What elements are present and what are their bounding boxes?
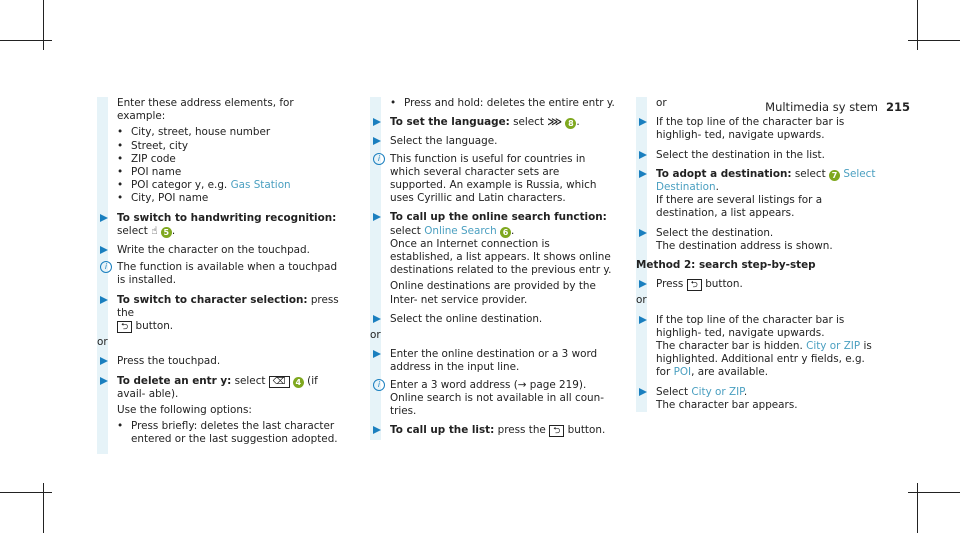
column-1 xyxy=(97,97,342,447)
step-arrow-icon xyxy=(639,118,647,126)
note: i Enter a 3 word address (→ page 219). Online search is not available in all coun- tries. xyxy=(370,379,615,419)
crop-mark xyxy=(917,0,918,50)
language-icon: ⋙ xyxy=(547,116,563,129)
step-arrow-icon xyxy=(373,350,381,358)
step-arrow-icon xyxy=(100,246,108,254)
crop-mark xyxy=(908,40,960,41)
step-press-back: Press ⮌ button. xyxy=(636,278,881,291)
step-arrow-icon xyxy=(373,137,381,145)
step-arrow-icon xyxy=(100,214,108,222)
step-navigate-upwards-2: If the top line of the character bar is highligh- ted, navigate upwards. The character bar is hidden. City or ZIP is highlighted. Additional entr y fields, e.g. for POI, are available. xyxy=(636,314,881,380)
callout-number: 8 xyxy=(565,118,576,129)
list-item: • City, street, house number xyxy=(97,126,342,139)
step-arrow-icon xyxy=(373,315,381,323)
or-text: or xyxy=(97,336,108,349)
step-arrow-icon xyxy=(639,229,647,237)
step-arrow-icon xyxy=(373,118,381,126)
step-delete-entry: To delete an entr y: select ⌫ 4 (if avail- able). xyxy=(97,375,342,401)
step-arrow-icon xyxy=(639,170,647,178)
column-2 xyxy=(370,97,615,440)
step-arrow-icon xyxy=(639,316,647,324)
back-button-icon: ⮌ xyxy=(549,425,564,437)
delete-icon: ⌫ xyxy=(269,376,290,388)
step-arrow-icon xyxy=(373,213,381,221)
poi-link[interactable]: POI xyxy=(673,366,692,379)
step-write: Write the character on the touchpad. xyxy=(97,244,342,257)
page-number: 215 xyxy=(885,100,910,114)
or-text: or xyxy=(636,294,647,307)
list-item: • Press briefly: deletes the last character entered or the last suggestion adopted. xyxy=(97,420,342,446)
info-icon: i xyxy=(373,153,385,165)
callout-number: 6 xyxy=(500,227,511,238)
step-arrow-icon xyxy=(100,296,108,304)
step-navigate-upwards: If the top line of the character bar is highligh- ted, navigate upwards. xyxy=(636,116,881,142)
back-button-icon: ⮌ xyxy=(117,321,132,333)
list-item: • Street, city xyxy=(97,140,342,153)
note: i The function is available when a touchpad is installed. xyxy=(97,261,342,287)
step-arrow-icon xyxy=(639,151,647,159)
list-item: • City, POI name xyxy=(97,192,342,205)
step-character-selection: To switch to character selection: press the ⮌ button. xyxy=(97,294,342,334)
column-3 xyxy=(636,97,881,415)
step-handwriting: To switch to handwriting recognition: select ☝ 5 . xyxy=(97,212,342,238)
step-call-up-list: To call up the list: press the ⮌ button. xyxy=(370,424,615,437)
step-arrow-icon xyxy=(100,377,108,385)
list-item: • POI name xyxy=(97,166,342,179)
callout-number: 4 xyxy=(293,377,304,388)
step-arrow-icon xyxy=(639,388,647,396)
crop-mark xyxy=(908,492,960,493)
or-text: or xyxy=(656,97,667,109)
step-set-language: To set the language: select ⋙ 8 . xyxy=(370,116,615,129)
info-icon: i xyxy=(373,379,385,391)
callout-number: 5 xyxy=(161,227,172,238)
handwriting-icon: ☝ xyxy=(151,224,158,237)
online-search-link[interactable]: Online Search xyxy=(424,224,497,237)
section-title: Multimedia sy stem xyxy=(765,100,878,114)
crop-mark xyxy=(0,40,52,41)
gas-station-link[interactable]: Gas Station xyxy=(230,179,291,192)
callout-number: 7 xyxy=(829,170,840,181)
crop-mark xyxy=(43,483,44,533)
back-button-icon: ⮌ xyxy=(687,279,702,291)
city-or-zip-link[interactable]: City or ZIP xyxy=(691,385,744,398)
step-select-online-destination: Select the online destination. xyxy=(370,313,615,326)
intro-text: Enter these address elements, for example: xyxy=(117,97,294,123)
step-adopt-destination: To adopt a destination: select 7 Select Destination. If there are several listings for a destination, a list appears. xyxy=(636,168,881,221)
info-icon: i xyxy=(100,261,112,273)
step-select-city-or-zip: Select City or ZIP. The character bar appears. xyxy=(636,386,881,412)
city-or-zip-link[interactable]: City or ZIP xyxy=(806,340,861,353)
step-select-destination: Select the destination in the list. xyxy=(636,149,881,162)
step-arrow-icon xyxy=(639,280,647,288)
note: i This function is useful for countries in which several character sets are supported. An example is Russia, which uses Cyrillic and Latin characters. xyxy=(370,153,615,206)
crop-mark xyxy=(917,483,918,533)
list-item: • POI categor y, e.g. Gas Station xyxy=(97,179,342,192)
crop-mark xyxy=(0,492,52,493)
list-item: • ZIP code xyxy=(97,153,342,166)
step-arrow-icon xyxy=(373,426,381,434)
step-select-the-destination: Select the destination. The destination address is shown. xyxy=(636,227,881,253)
step-online-search: To call up the online search function: select Online Search 6 . Once an Internet connection is established, a list appears. It shows online destinations related to the previous entr y. xyxy=(370,211,615,277)
step-press-touchpad: Press the touchpad. xyxy=(97,355,342,368)
options-text: Use the following options: xyxy=(117,404,252,417)
select-destination-link[interactable]: Select Destination xyxy=(656,167,876,194)
or-text: or xyxy=(370,329,381,342)
list-item: • Press and hold: deletes the entire entr y. xyxy=(370,97,615,110)
step-arrow-icon xyxy=(100,357,108,365)
method-heading: Method 2: search step-by-step xyxy=(636,259,816,272)
step-select-language: Select the language. xyxy=(370,135,615,148)
paragraph: Online destinations are provided by the Inter- net service provider. xyxy=(390,280,596,306)
step-enter-destination: Enter the online destination or a 3 word address in the input line. xyxy=(370,348,615,374)
crop-mark xyxy=(43,0,44,50)
